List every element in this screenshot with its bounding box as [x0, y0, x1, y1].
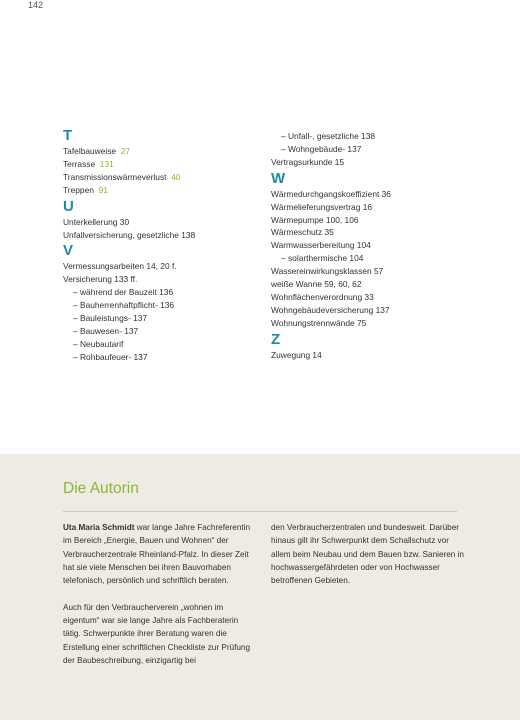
index-entry — [271, 265, 471, 278]
index-term: – während der Bauzeit 136 — [73, 287, 174, 298]
index-term: Unterkellerung 30 — [63, 216, 130, 227]
index-subentry — [271, 130, 471, 143]
bio-column-right — [271, 521, 466, 601]
index-subentry — [63, 325, 263, 338]
index-entry — [271, 188, 471, 201]
index-term: Wärmelieferungsvertrag 16 — [271, 201, 373, 212]
index-entry — [271, 201, 471, 214]
index-letter-z: Z — [271, 330, 281, 348]
index-page-ref: 131 — [99, 158, 114, 169]
index-subentry — [63, 338, 263, 351]
author-name: Uta Maria Schmidt — [63, 523, 135, 532]
index-term: – Wohngebäude- 137 — [281, 143, 362, 154]
bio-column-left — [63, 521, 258, 681]
index-page-ref: 40 — [171, 171, 181, 182]
index-term: – solarthermische 104 — [281, 253, 364, 264]
index-letter-w: W — [271, 169, 286, 187]
index-column-left — [63, 126, 263, 364]
index-letter-u: U — [63, 197, 74, 215]
index-term: Wärmedurchgangskoeffizient 36 — [271, 188, 391, 199]
index-entry — [271, 291, 471, 304]
bio-text: war lange Jahre Fachreferentin im Bereich „Energie, Bauen und Wohnen“ der Verbraucherzentrale Rheinland-Pfalz. In dieser Zeit hat sie viele Menschen bei ihren Bauvorhaben telefonisch, persönlich und schriftlich beraten. — [63, 523, 251, 586]
bio-paragraph: den Verbraucherzentralen und bundesweit. Darüber hinaus gilt ihr Schwerpunkt dem Schallschutz vor allem beim Neubau und dem Bauen bzw. Sanieren in hochwassergefährdeten oder von Hochwasser betroffenen Gebieten. — [271, 523, 464, 586]
index-term: Wärmepumpe 100, 106 — [271, 214, 359, 225]
index-entry — [63, 184, 263, 197]
index-entry — [63, 145, 263, 158]
author-bio-section — [0, 454, 520, 720]
index-term: Vermessungsarbeiten 14, 20 f. — [63, 261, 177, 272]
index-entry — [271, 239, 471, 252]
index-subentry — [63, 351, 263, 364]
bio-paragraph: Auch für den Verbraucherverein „wohnen im eigentum“ war sie lange Jahre als Fachberaterin tätig. Schwerpunkte ihrer Beratung waren die Erstellung einer schriftlichen Checkliste zur Prüfung der Baubeschreibung, einzigartig bei — [63, 602, 251, 665]
index-page-ref: 91 — [98, 184, 108, 195]
index-term: Treppen — [63, 184, 94, 195]
index-term: Wärmeschutz 35 — [271, 227, 334, 238]
page-number: 142 — [28, 0, 44, 10]
bio-divider — [63, 511, 457, 512]
index-term: – Rohbaufeuer- 137 — [73, 351, 148, 362]
index-term: Wohnflächenverordnung 33 — [271, 291, 374, 302]
index-entry — [63, 260, 263, 273]
index-term: – Bauleistungs- 137 — [73, 313, 148, 324]
index-subentry — [271, 252, 471, 265]
index-term: Wassereinwirkungsklassen 57 — [271, 266, 384, 277]
index-entry — [271, 156, 471, 169]
index-term: Wohnungstrennwände 75 — [271, 317, 367, 328]
index-column-right — [271, 130, 471, 362]
index-term: – Neubautarif — [73, 338, 124, 349]
index-term: Wohngebäudeversicherung 137 — [271, 304, 390, 315]
index-entry — [63, 229, 263, 242]
index-term: – Bauherrenhaftpflicht- 136 — [73, 300, 175, 311]
bio-paragraph — [63, 521, 258, 587]
index-term: Unfallversicherung, gesetzliche 138 — [63, 229, 196, 240]
index-entry — [271, 317, 471, 330]
index-subentry — [271, 143, 471, 156]
index-term: Zuwegung 14 — [271, 349, 322, 360]
index-subentry — [63, 299, 263, 312]
index-term: Vertragsurkunde 15 — [271, 156, 345, 167]
index-letter-t: T — [63, 127, 73, 144]
index-term: – Bauwesen- 137 — [73, 325, 139, 336]
index-term: Terrasse — [63, 158, 96, 169]
index-entry — [63, 158, 263, 171]
index-subentry — [63, 286, 263, 299]
index-subentry — [63, 312, 263, 325]
index-letter-v: V — [63, 242, 74, 260]
index-entry — [63, 273, 263, 286]
index-term: – Unfall-, gesetzliche 138 — [281, 131, 376, 141]
index-entry — [271, 349, 471, 362]
index-term: Transmissionswärmeverlust — [63, 171, 167, 182]
index-entry — [271, 214, 471, 227]
index-term: weiße Wanne 59, 60, 62 — [271, 279, 362, 290]
index-entry — [271, 304, 471, 317]
index-term: Versicherung 133 ff. — [63, 274, 138, 285]
index-entry — [63, 216, 263, 229]
index-entry — [271, 226, 471, 239]
bio-title: Die Autorin — [63, 480, 139, 497]
index-entry — [63, 171, 263, 184]
index-entry — [271, 278, 471, 291]
index-term: Warmwasserbereitung 104 — [271, 240, 371, 251]
index-term: Tafelbauweise — [63, 146, 117, 156]
index-page-ref: 27 — [120, 146, 131, 156]
